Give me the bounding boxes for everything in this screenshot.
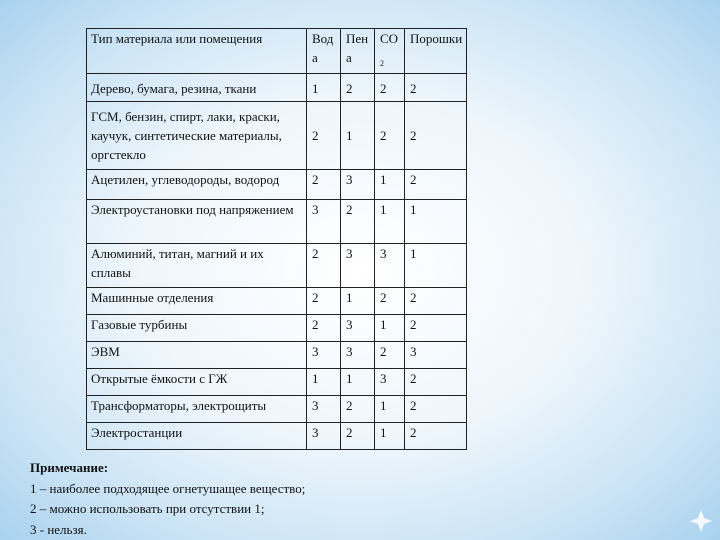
- foam-cell: 1: [341, 288, 375, 315]
- co2-cell: 2: [375, 102, 405, 170]
- table-row: [87, 74, 467, 102]
- material-cell: ЭВМ: [87, 342, 307, 369]
- water-cell: 3: [307, 342, 341, 369]
- star-corner-icon: [688, 508, 714, 534]
- header-powders: Порошки: [405, 29, 467, 74]
- note-line: 2 – можно использовать при отсутствии 1;: [30, 501, 265, 516]
- powder-cell: 2: [405, 170, 467, 200]
- table-row: [87, 423, 467, 450]
- note-line: 1 – наиболее подходящее огнетушащее вещество;: [30, 480, 306, 496]
- legend-note: [30, 458, 305, 540]
- co2-cell: 1: [375, 170, 405, 200]
- powder-cell: 2: [405, 423, 467, 450]
- powder-cell: 2: [405, 369, 467, 396]
- powder-cell: 2: [405, 396, 467, 423]
- water-cell: 3: [307, 423, 341, 450]
- co2-cell: 1: [375, 200, 405, 244]
- table-row: [87, 342, 467, 369]
- table-row: [87, 200, 467, 244]
- foam-cell: 2: [341, 423, 375, 450]
- foam-cell: 3: [341, 244, 375, 288]
- table-row: [87, 396, 467, 423]
- table-row: [87, 369, 467, 396]
- foam-cell: 3: [341, 315, 375, 342]
- note-title: Примечание:: [30, 460, 109, 475]
- note-line: 3 - нельзя.: [30, 521, 87, 537]
- foam-cell: 3: [341, 170, 375, 200]
- table-row: [87, 244, 467, 288]
- water-cell: 2: [307, 244, 341, 288]
- material-cell: Ацетилен, углеводороды, водород: [87, 170, 307, 200]
- foam-cell: 3: [341, 342, 375, 369]
- co2-cell: 1: [375, 315, 405, 342]
- table-row: [87, 170, 467, 200]
- co2-cell: 3: [375, 244, 405, 288]
- co2-cell: 3: [375, 369, 405, 396]
- header-co2-subscript: 2: [380, 59, 384, 68]
- water-cell: 2: [307, 102, 341, 170]
- powder-cell: 1: [405, 244, 467, 288]
- material-cell: Алюминий, титан, магний и их сплавы: [87, 244, 307, 288]
- material-cell: Трансформаторы, электрощиты: [87, 396, 307, 423]
- header-material-type: Тип материала или помещения: [87, 29, 307, 74]
- water-cell: 3: [307, 396, 341, 423]
- table-header-row: [87, 29, 467, 74]
- material-cell: Машинные отделения: [87, 288, 307, 315]
- powder-cell: 2: [405, 288, 467, 315]
- foam-cell: 1: [341, 369, 375, 396]
- foam-cell: 2: [341, 200, 375, 244]
- foam-cell: 2: [341, 396, 375, 423]
- powder-cell: 3: [405, 342, 467, 369]
- powder-cell: 2: [405, 102, 467, 170]
- co2-cell: 1: [375, 423, 405, 450]
- extinguishing-agents-table: [86, 28, 467, 450]
- co2-cell: 2: [375, 342, 405, 369]
- water-cell: 2: [307, 288, 341, 315]
- water-cell: 2: [307, 315, 341, 342]
- water-cell: 3: [307, 200, 341, 244]
- co2-cell: 2: [375, 74, 405, 102]
- powder-cell: 2: [405, 74, 467, 102]
- table-row: [87, 102, 467, 170]
- material-cell: Открытые ёмкости с ГЖ: [87, 369, 307, 396]
- header-water: Вод а: [307, 29, 341, 74]
- powder-cell: 1: [405, 200, 467, 244]
- co2-cell: 1: [375, 396, 405, 423]
- table-row: [87, 288, 467, 315]
- material-cell: Газовые турбины: [87, 315, 307, 342]
- material-cell: Дерево, бумага, резина, ткани: [87, 74, 307, 102]
- header-co2: [375, 29, 405, 74]
- water-cell: 2: [307, 170, 341, 200]
- table-row: [87, 315, 467, 342]
- header-foam: Пен а: [341, 29, 375, 74]
- material-cell: Электростанции: [87, 423, 307, 450]
- foam-cell: 1: [341, 102, 375, 170]
- water-cell: 1: [307, 74, 341, 102]
- powder-cell: 2: [405, 315, 467, 342]
- header-co2-label: CO: [380, 31, 399, 46]
- material-cell: Электроустановки под напряжением: [87, 200, 307, 244]
- co2-cell: 2: [375, 288, 405, 315]
- water-cell: 1: [307, 369, 341, 396]
- foam-cell: 2: [341, 74, 375, 102]
- material-cell: ГСМ, бензин, спирт, лаки, краски, каучук, синтетические материалы, оргстекло: [87, 102, 307, 170]
